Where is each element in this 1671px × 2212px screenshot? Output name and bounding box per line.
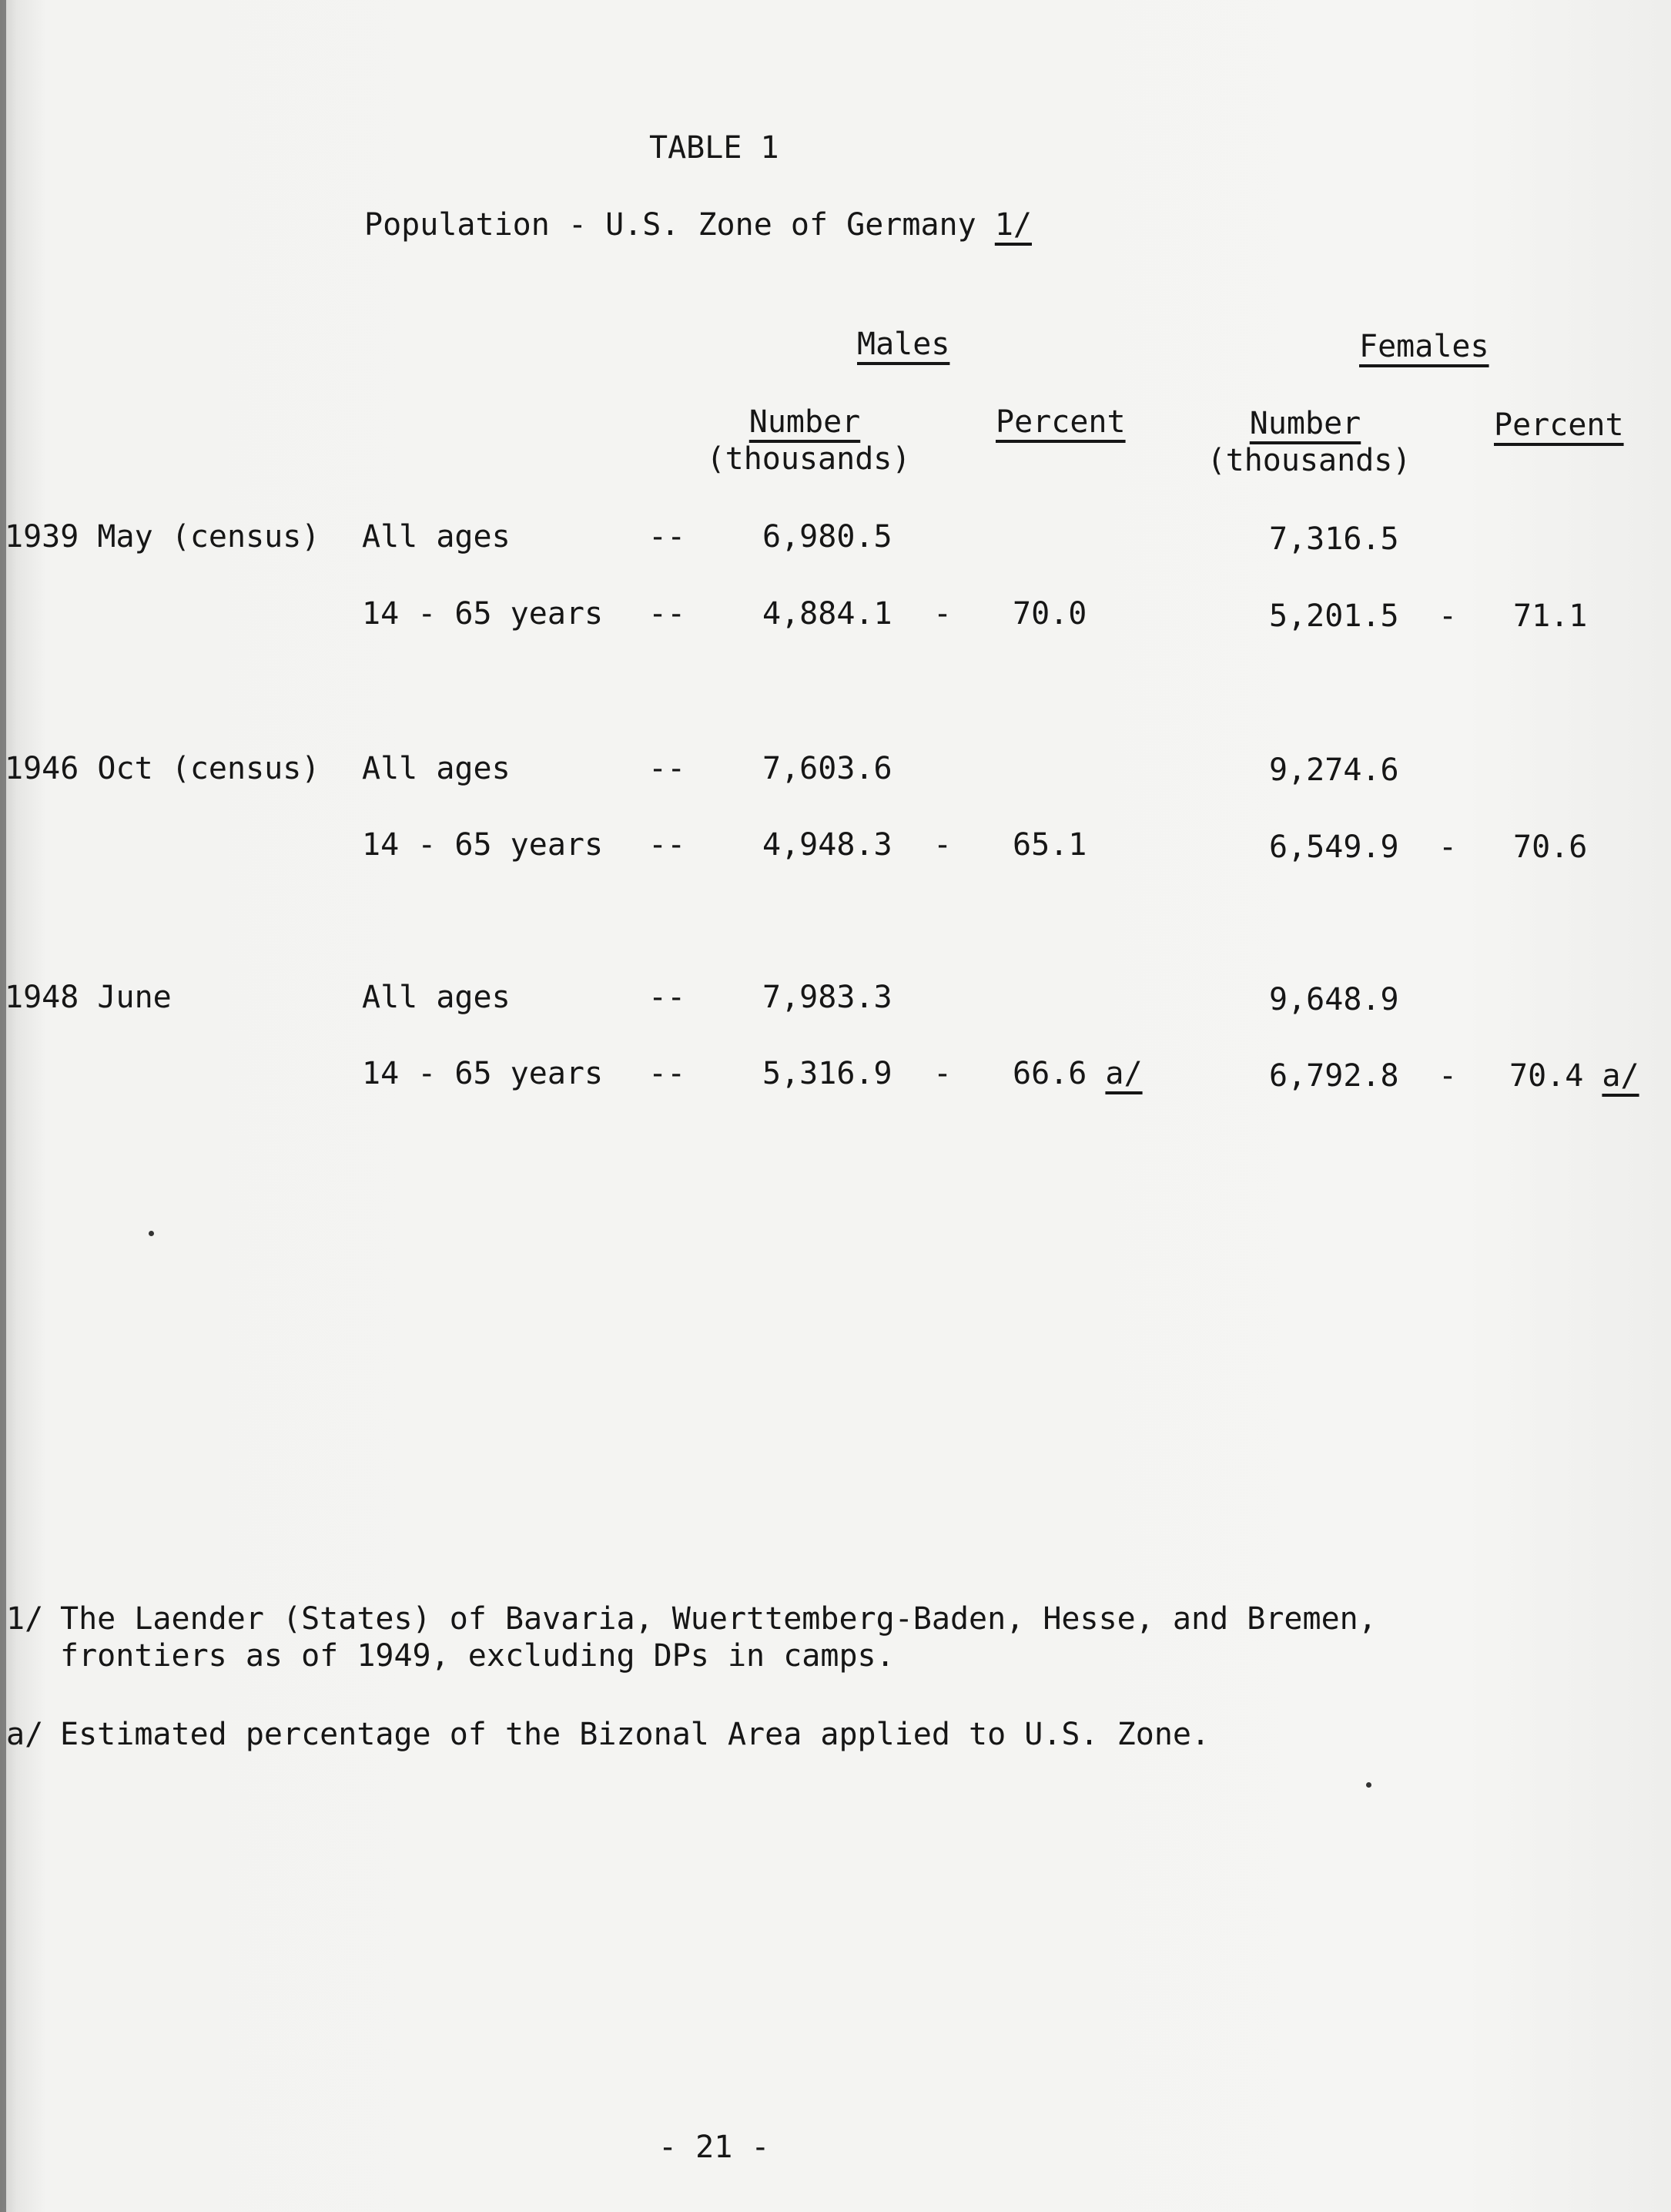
male-number-cell: 4,884.1: [762, 596, 892, 632]
row-dash: --: [648, 596, 686, 632]
female-number-cell: 9,274.6: [1269, 752, 1399, 788]
female-number-cell: 5,201.5: [1269, 598, 1399, 634]
page-number: - 21 -: [658, 2130, 770, 2165]
male-number-cell: 5,316.9: [762, 1056, 892, 1091]
table-title-text: Population - U.S. Zone of Germany: [364, 207, 976, 243]
male-separator: -: [933, 1056, 953, 1091]
female-number-cell: 9,648.9: [1269, 982, 1399, 1017]
footnote-mark: 1/: [6, 1601, 44, 1637]
male-percent-cell: 65.1: [1013, 827, 1087, 863]
table-label: TABLE 1: [649, 130, 779, 166]
male-separator: -: [933, 596, 953, 632]
male-percent-cell: [1013, 1058, 1143, 1089]
table-title: [364, 207, 1032, 243]
females-group-header: Females: [1359, 329, 1489, 364]
row-age: 14 - 65 years: [362, 596, 604, 632]
male-number-cell: 7,603.6: [762, 751, 892, 786]
row-dash: --: [648, 980, 686, 1015]
footnote-mark: a/: [6, 1717, 44, 1752]
female-number-cell: 6,549.9: [1269, 830, 1399, 865]
row-age: All ages: [362, 519, 511, 555]
female-percent-cell: 71.1: [1513, 598, 1588, 634]
row-dash: --: [648, 751, 686, 786]
male-percent-footnote-ref: a/: [1105, 1056, 1143, 1091]
footnote-text: The Laender (States) of Bavaria, Wuerttemberg-Baden, Hesse, and Bremen,: [60, 1601, 1377, 1637]
row-age: 14 - 65 years: [362, 1056, 604, 1091]
paper-speck: [1366, 1782, 1371, 1788]
male-number-cell: 7,983.3: [762, 980, 892, 1015]
female-percent-footnote-ref: a/: [1602, 1058, 1639, 1094]
row-dash: --: [648, 1056, 686, 1091]
males-percent-header: Percent: [996, 404, 1126, 440]
females-percent-header: Percent: [1494, 407, 1624, 443]
female-number-cell: 6,792.8: [1269, 1058, 1399, 1094]
row-age: All ages: [362, 751, 511, 786]
males-group-header: Males: [857, 327, 950, 362]
female-number-cell: 7,316.5: [1269, 521, 1399, 557]
male-number-cell: 6,980.5: [762, 519, 892, 555]
female-percent-value: 70.4: [1509, 1058, 1584, 1094]
row-dash: --: [648, 519, 686, 555]
male-percent-value: 66.6: [1013, 1056, 1087, 1091]
footnote-text: Estimated percentage of the Bizonal Area applied to U.S. Zone.: [60, 1717, 1211, 1752]
row-period: 1946 Oct (census): [5, 751, 320, 786]
male-separator: -: [933, 827, 953, 863]
females-number-header: [1209, 408, 1401, 439]
male-percent-cell: 70.0: [1013, 596, 1087, 632]
female-separator: -: [1438, 830, 1458, 865]
row-period: 1948 June: [5, 980, 172, 1015]
males-number-header: [708, 404, 901, 440]
row-age: 14 - 65 years: [362, 827, 604, 863]
female-percent-cell: [1509, 1058, 1639, 1094]
table-title-footnote-ref: 1/: [994, 207, 1032, 243]
footnote-text-continued: frontiers as of 1949, excluding DPs in camps.: [60, 1638, 895, 1674]
males-number-header-line1: Number: [748, 404, 861, 440]
males-number-header-units: (thousands): [706, 441, 911, 477]
row-dash: --: [648, 827, 686, 863]
row-age: All ages: [362, 980, 511, 1015]
male-number-cell: 4,948.3: [762, 827, 892, 863]
female-percent-cell: 70.6: [1513, 830, 1588, 865]
female-separator: -: [1438, 1058, 1458, 1094]
female-separator: -: [1438, 598, 1458, 634]
females-number-header-units: (thousands): [1207, 443, 1411, 478]
paper-speck: [149, 1231, 154, 1236]
binding-edge: [0, 0, 6, 2212]
row-period: 1939 May (census): [5, 519, 320, 555]
females-number-header-line1: Number: [1249, 406, 1361, 441]
